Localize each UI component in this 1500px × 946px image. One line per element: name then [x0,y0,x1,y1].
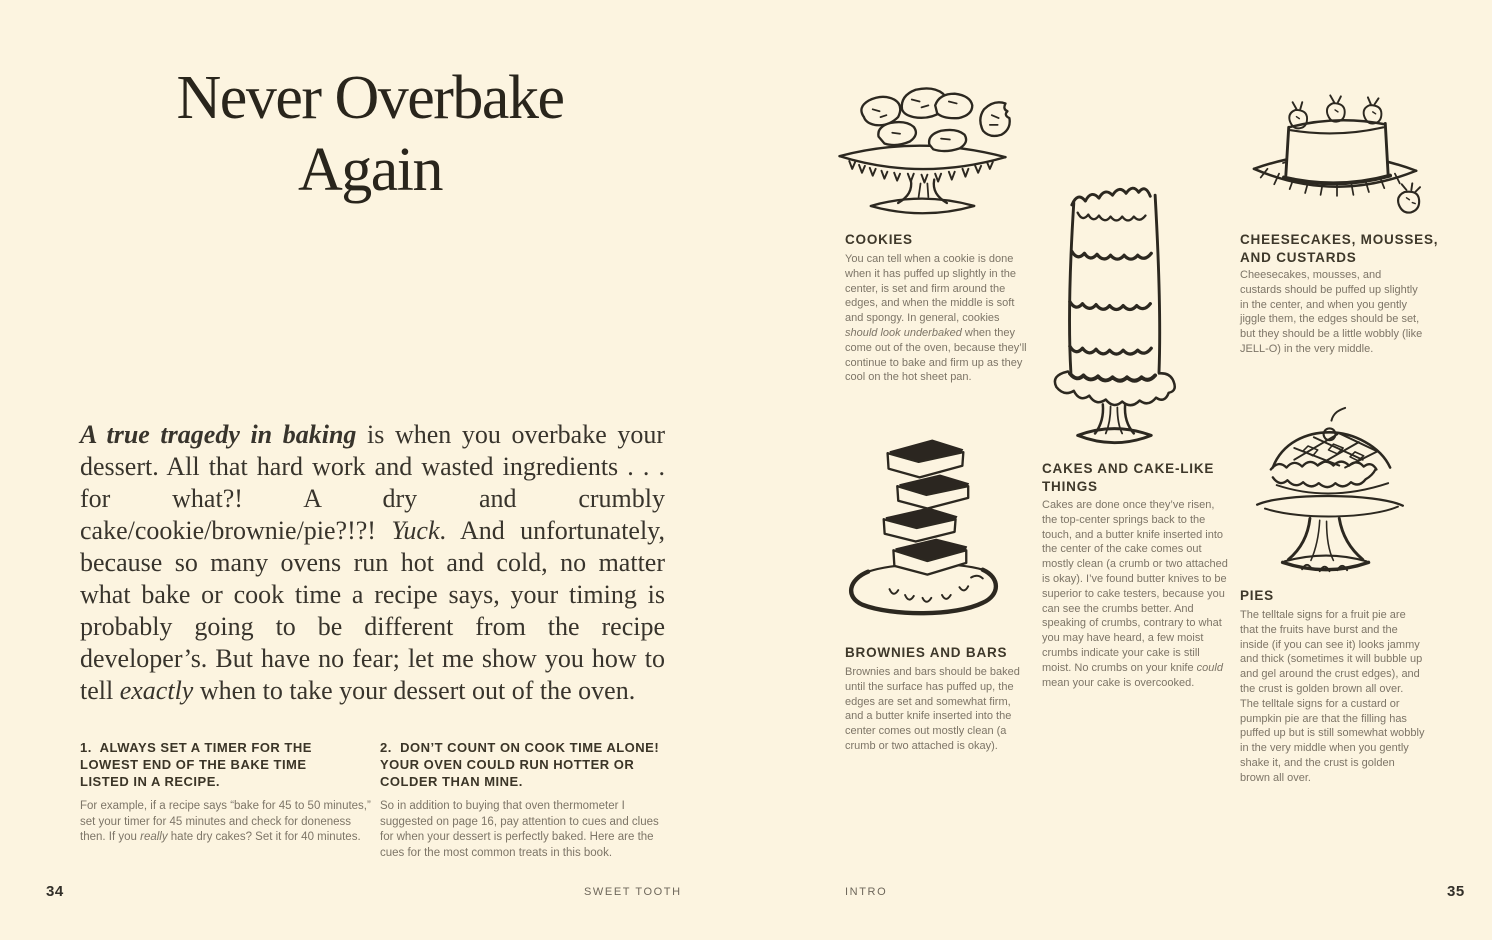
intro-part1: is when you overbake your dessert. All that hard work and wasted ingredients . . . for what?! A dry and crumbly cake/cookie/brownie/pie?!?! [80,420,665,545]
tiered-layer-cake-on-stand-illustration [1032,172,1194,448]
section-body-cookies [845,252,1027,385]
section-heading-cheesecakes: CHEESECAKES, MOUSSES, AND CUSTARDS [1240,232,1439,265]
stack-of-brownies-on-plate-illustration [838,424,1010,628]
page-title-line2: Again [297,136,443,204]
section-heading-cakes: CAKES AND CAKE-LIKE THINGS [1042,461,1215,494]
cookies-on-cake-stand-illustration [820,66,1025,218]
cakes-body-em: could [1196,661,1223,674]
section-body-cheesecakes: Cheesecakes, mousses, and custards should be puffed up slightly in the center, and when you gently jiggle them, the edges should be set, but they should be a little wobbly (like JELL-O) in the very middle. [1240,269,1423,355]
cookies-body-em: should look underbaked [845,326,962,339]
lattice-pie-on-cake-stand-illustration [1243,403,1415,579]
section-body-brownies: Brownies and bars should be baked until the surface has puffed up, the edges are set and somewhat firm, and a butter knife inserted into the center comes out mostly clean (a crumb or two attached is okay). [845,666,1020,752]
tip-1-body [80,799,372,846]
intro-paragraph [80,419,665,707]
intro-yuck: Yuck [391,516,440,545]
tip-2 [380,739,675,861]
page-number-right: 35 [1447,883,1465,900]
tip-1-body-part1: For example, if a recipe says “bake for 45 to 50 minutes,” set your timer for 45 minutes and check for doneness then. If you [80,800,371,843]
running-head-right: INTRO [845,886,888,898]
cheesecake-with-strawberries-illustration [1238,80,1436,220]
page-number-left: 34 [46,883,64,900]
tip-1-body-part2: hate dry cakes? Set it for 40 minutes. [167,831,361,843]
page-title [95,62,645,206]
running-head-left: SWEET TOOTH [584,886,682,898]
intro-part2: . And unfortunately, because so many ovens run hot and cold, no matter what bake or cook time a recipe says, your timing is probably going to be different from the recipe developer’s. But have no fear; let me show you how to tell [80,516,665,705]
page-title-line1: Never Overbake [176,64,564,132]
section-heading-pies: PIES [1240,588,1274,603]
section-body-pies: The telltale signs for a fruit pie are that the fruits have burst and the inside (if you can see it) looks jammy and thick (sometimes it will bubble up and gel around the crust edges), and the crust is golden brown all over. The telltale signs for a custard or pumpkin pie are that the filling has puffed up but is still somewhat wobbly in the very middle when you gently shake it, and the crust is golden brown all over. [1240,609,1425,784]
cakes-body-part1: Cakes are done once they’ve risen, the top-center springs back to the touch, and a butter knife inserted into the center of the cake comes out mostly clean (a crumb or two attached is okay). I’ve found butter knives to be superior to cake testers, because you can see the crumbs better. And speaking of crumbs, contrary to what you may have heard, a few moist crumbs indicate your cake is still moist. No crumbs on your knife [1042,499,1228,674]
section-heading-brownies: BROWNIES AND BARS [845,645,1008,660]
tip-1-heading: 1. ALWAYS SET A TIMER FOR THE LOWEST END OF THE BAKE TIME LISTED IN A RECIPE. [80,740,312,789]
section-body-cakes [1042,498,1230,690]
intro-exactly: exactly [119,676,194,705]
page-edge-bottom [0,940,1500,946]
tip-2-body: So in addition to buying that oven thermometer I suggested on page 16, pay attention to cues and clues for when your dessert is perfectly baked. Here are the cues for the most common treats in this book. [380,800,659,859]
page-edge-right [1492,0,1500,946]
cakes-body-part2: mean your cake is overcooked. [1042,676,1195,689]
tip-1-body-em: really [140,831,168,843]
cookies-body-part1: You can tell when a cookie is done when it has puffed up slightly in the center, is set and firm around the edges, and when the middle is soft and spongy. In general, cookies [845,253,1017,325]
tip-1 [80,739,372,846]
section-heading-cookies: COOKIES [845,232,913,247]
intro-lead: A true tragedy in baking [80,420,357,449]
intro-part3: when to take your dessert out of the oven. [193,676,636,705]
tip-2-heading: 2. DON’T COUNT ON COOK TIME ALONE! YOUR OVEN COULD RUN HOTTER OR COLDER THAN MINE. [380,740,660,789]
cookies-body-part2: when they come out of the oven, because they’ll continue to bake and firm up as they cool on the hot sheet pan. [845,326,1027,384]
